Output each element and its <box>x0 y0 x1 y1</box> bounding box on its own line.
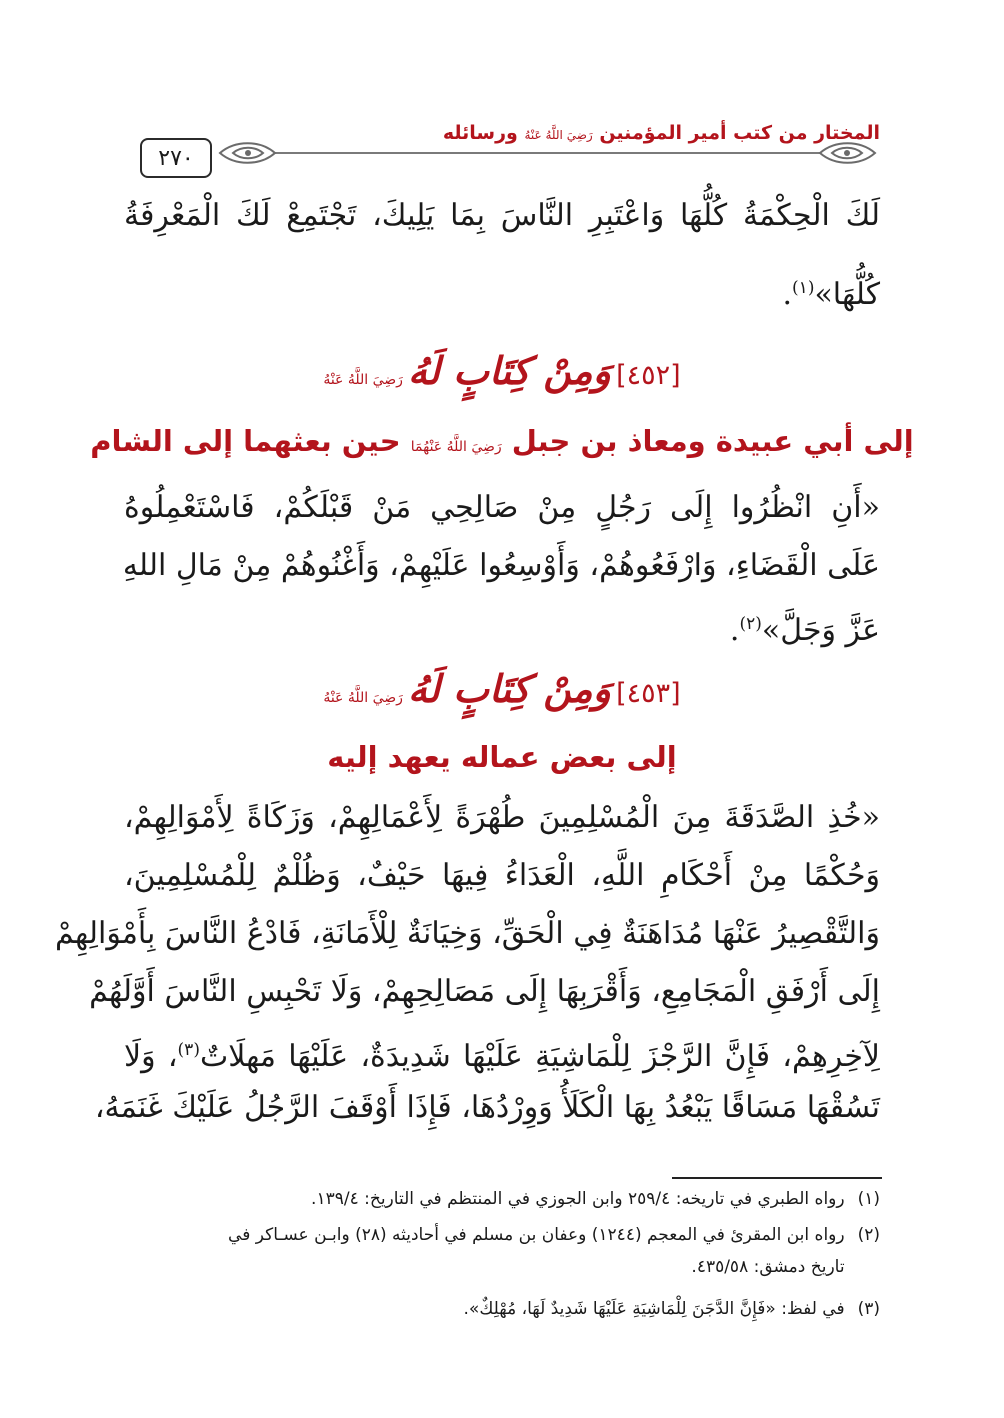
text-452-line-2: عَلَى الْقَضَاءِ، وَارْفَعُوهُمْ، وَأَوْسِعُوا عَلَيْهِمْ، وَأَغْنُوهُمْ مِنْ مَالِ اللهِ <box>122 548 880 583</box>
subheading-452-part-a: إلى أبي عبيدة ومعاذ بن جبل <box>511 424 914 458</box>
section-number-453: [٤٥٣] <box>616 678 681 709</box>
footnote-2 <box>228 1222 880 1248</box>
section-title-453: وَمِنْ كِتَابٍ لَهُ <box>408 666 611 711</box>
text-453-line-1: «خُذِ الصَّدَقَةَ مِنَ الْمُسْلِمِينَ طُهْرَةً لِأَعْمَالِهِمْ، وَزَكَاةً لِأَمْوَالِهِمْ، <box>124 800 880 835</box>
footnote-text: رواه الطبري في تاريخه: ٢٥٩/٤ وابن الجوزي في المنتظم في التاريخ: ١٣٩/٤. <box>311 1189 845 1209</box>
footnote-text: في لفظ: «فَإِنَّ الدَّجَنَ لِلْمَاشِيَةِ عَلَيْهَا شَدِيدٌ لَهَا، مُهْلِكٌ». <box>463 1299 845 1319</box>
footnote-3 <box>464 1296 880 1322</box>
text-453-line-3: وَالتَّقْصِيرُ عَنْهَا مُدَاهَنَةٌ فِي الْحَقِّ، وَخِيَانَةٌ لِلْأَمَانَةِ، فَادْعُ النَّاسَ بِأَمْوَالِهِمْ <box>55 916 880 951</box>
footnote-marker-2[interactable]: (٢) <box>739 614 762 634</box>
subheading-452-part-b: حين بعثهما إلى الشام <box>90 424 401 458</box>
footnote-divider <box>672 1177 882 1179</box>
section-title-452: وَمِنْ كِتَابٍ لَهُ <box>408 348 611 393</box>
text-453-line-5-part-b: ، وَلَا <box>124 1039 178 1074</box>
intro-line-2-text: كُلُّهَا» <box>814 277 880 312</box>
section-number-452: [٤٥٢] <box>616 360 681 391</box>
text-452-end: . <box>729 613 740 648</box>
text-452-line-3-text: عَزَّ وَجَلَّ» <box>761 613 880 648</box>
subheading-453: إلى بعض عماله يعهد إليه <box>327 740 677 774</box>
section-heading-452 <box>0 348 1004 393</box>
intro-end: . <box>782 277 793 312</box>
running-title-tail: ورسائله <box>442 122 518 144</box>
text-453-line-6: تَسُقْهَا مَسَاقًا يَبْعُدُ بِهَا الْكَلَأُ وَوِرْدُهَا، فَإِذَا أَوْقَفَ الرَّجُلُ عَلَيْكَ غَنَمَهُ، <box>94 1090 880 1125</box>
running-title-text: المختار من كتب أمير المؤمنين <box>599 122 880 144</box>
section-honorific-452: رَضِيَ اللَّهُ عَنْهُ <box>323 372 403 388</box>
footnote-2-continued <box>691 1254 880 1280</box>
footnote-text: تاريخ دمشق: ٤٣٥/٥٨. <box>691 1257 845 1277</box>
text-452-line-1: «أَنِ انْظُرُوا إِلَى رَجُلٍ مِنْ صَالِحِي مَنْ قَبْلَكُمْ، فَاسْتَعْمِلُوهُ <box>124 490 880 525</box>
running-title <box>443 122 880 144</box>
footnote-1 <box>311 1186 880 1212</box>
subheading-452-honorific: رَضِيَ اللَّهُ عَنْهُمَا <box>410 439 502 455</box>
section-heading-453 <box>0 666 1004 711</box>
section-honorific-453: رَضِيَ اللَّهُ عَنْهُ <box>323 690 403 706</box>
page-number: ٢٧٠ <box>140 138 212 178</box>
subheading-452 <box>0 424 1004 458</box>
text-452-line-3 <box>124 604 880 651</box>
footnote-marker-1[interactable]: (١) <box>792 278 815 298</box>
footnote-text: رواه ابن المقرئ في المعجم (١٢٤٤) وعفان بن مسلم في أحاديثه (٢٨) وابـن عسـاكر في <box>228 1225 845 1245</box>
text-453-line-5 <box>124 1030 880 1077</box>
footnote-label: (٢) <box>857 1225 880 1245</box>
text-453-line-5-part-a: لِآخِرِهِمْ، فَإِنَّ الرَّجْزَ لِلْمَاشِيَةِ عَلَيْهَا شَدِيدَةٌ، عَلَيْهَا مَهلَاتٌ <box>199 1039 880 1074</box>
text-453-line-2: وَحُكْمًا مِنْ أَحْكَامِ اللَّهِ، الْعَدَاءُ فِيهَا حَيْفٌ، وَظُلْمٌ لِلْمُسْلِمِينَ، <box>124 858 880 893</box>
running-title-honorific: رَضِيَ اللَّهُ عَنْهُ <box>524 128 593 142</box>
footnote-label: (٣) <box>857 1299 880 1319</box>
intro-line-1: لَكَ الْحِكْمَةُ كُلُّهَا وَاعْتَبِرِ النَّاسَ بِمَا يَلِيكَ، تَجْتَمِعْ لَكَ الْمَعْرِفَةُ <box>124 198 880 233</box>
text-453-line-4: إِلَى أَرْفَقِ الْمَجَامِعِ، وَأَقْرَبِهَا إِلَى مَصَالِحِهِمْ، وَلَا تَحْبِسِ النَّاسَ أَوَّلَهُمْ <box>89 974 880 1009</box>
intro-line-2 <box>124 268 880 315</box>
footnote-marker-3[interactable]: (٣) <box>177 1040 200 1060</box>
footnote-label: (١) <box>857 1189 880 1209</box>
